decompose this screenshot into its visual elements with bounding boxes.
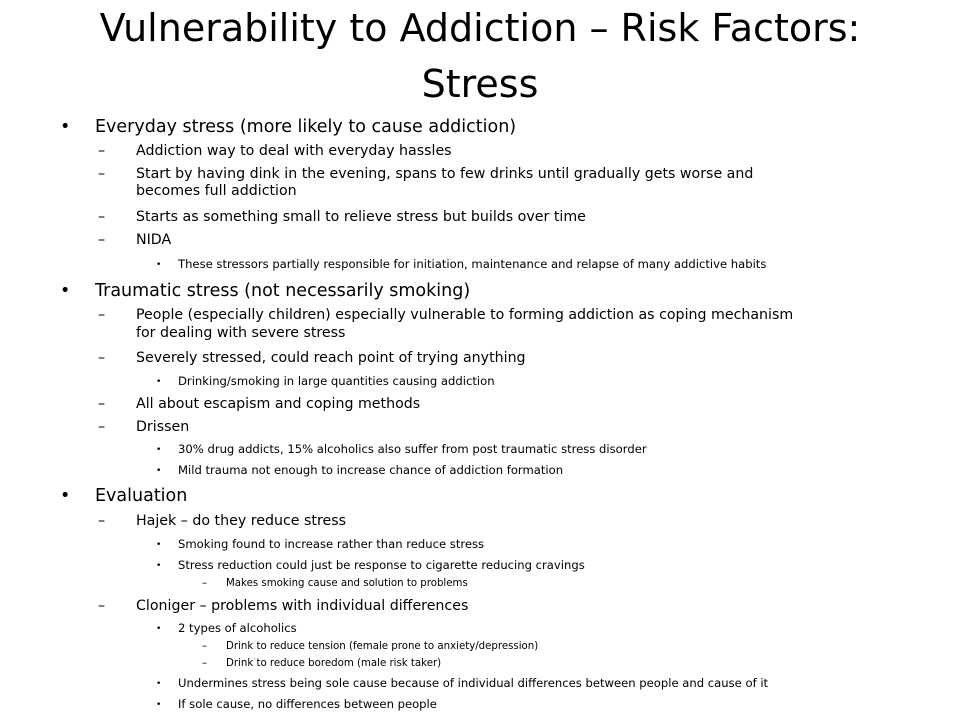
bullet-level-3 — [156, 621, 297, 635]
bullet-dash-icon: – — [202, 641, 208, 652]
bullet-dot-icon: • — [156, 445, 162, 455]
slide-title-line-2: Stress — [421, 62, 539, 106]
bullet-level-2 — [98, 307, 794, 323]
bullet-text: Mild trauma not enough to increase chance of addiction formation — [178, 463, 564, 477]
bullet-dot-icon: • — [156, 466, 162, 476]
bullet-level-3 — [156, 442, 647, 456]
bullet-dash-icon: – — [98, 513, 106, 529]
bullet-level-2 — [98, 598, 469, 614]
bullet-text: 2 types of alcoholics — [178, 621, 297, 635]
bullet-level-1 — [60, 281, 471, 301]
bullet-dash-icon: – — [98, 143, 106, 159]
bullet-dot-icon: • — [156, 377, 162, 387]
bullet-continuation — [136, 325, 345, 341]
bullet-level-3 — [156, 463, 564, 477]
bullet-level-2 — [98, 396, 421, 412]
bullet-level-4 — [202, 641, 539, 653]
bullet-text: Smoking found to increase rather than reduce stress — [178, 537, 485, 551]
bullet-text: for dealing with severe stress — [136, 325, 346, 341]
bullet-continuation — [136, 183, 297, 199]
bullet-text: All about escapism and coping methods — [136, 396, 421, 412]
bullet-text: Stress reduction could just be response to cigarette reducing cravings — [178, 558, 585, 572]
bullet-text: Start by having dink in the evening, spans to few drinks until gradually gets worse and — [136, 166, 754, 182]
bullet-text: Traumatic stress (not necessarily smoking) — [95, 281, 471, 301]
bullet-dash-icon: – — [202, 658, 208, 669]
bullet-text: Hajek – do they reduce stress — [136, 513, 347, 529]
bullet-dash-icon: – — [98, 166, 106, 182]
bullet-text: Starts as something small to relieve stress but builds over time — [136, 209, 586, 225]
bullet-text: Evaluation — [95, 486, 188, 506]
bullet-text: If sole cause, no differences between people — [178, 697, 437, 711]
bullet-level-3 — [156, 374, 495, 388]
bullet-dot-icon: • — [156, 624, 162, 634]
bullet-level-3 — [156, 697, 437, 711]
bullet-text: Makes smoking cause and solution to problems — [226, 578, 468, 589]
bullet-level-2 — [98, 232, 172, 248]
bullet-text: Drink to reduce tension (female prone to anxiety/depression) — [226, 641, 539, 652]
bullet-text: Drissen — [136, 419, 190, 435]
bullet-dash-icon: – — [98, 598, 106, 614]
bullet-text: NIDA — [136, 232, 172, 248]
bullet-level-2 — [98, 419, 190, 435]
bullet-level-3 — [156, 537, 485, 551]
bullet-level-2 — [98, 143, 452, 159]
bullet-dot-icon: • — [156, 700, 162, 710]
bullet-level-2 — [98, 350, 526, 366]
bullet-level-3 — [156, 558, 585, 572]
bullet-level-4 — [202, 578, 468, 590]
bullet-dot-icon: • — [60, 486, 71, 506]
bullet-text: Severely stressed, could reach point of trying anything — [136, 350, 526, 366]
bullet-dash-icon: – — [98, 232, 106, 248]
bullet-dot-icon: • — [60, 281, 71, 301]
bullet-dash-icon: – — [98, 350, 106, 366]
bullet-text: becomes full addiction — [136, 183, 297, 199]
bullet-level-4 — [202, 658, 442, 670]
bullet-dash-icon: – — [98, 307, 106, 323]
bullet-text: 30% drug addicts, 15% alcoholics also suffer from post traumatic stress disorder — [178, 442, 647, 456]
bullet-dot-icon: • — [156, 260, 162, 270]
bullet-text: Drink to reduce boredom (male risk taker) — [226, 658, 442, 669]
bullet-level-1 — [60, 486, 188, 506]
bullet-level-3 — [156, 676, 769, 690]
bullet-text: Drinking/smoking in large quantities causing addiction — [178, 374, 495, 388]
bullet-dot-icon: • — [156, 561, 162, 571]
bullet-level-2 — [98, 166, 754, 182]
bullet-dash-icon: – — [98, 209, 106, 225]
bullet-text: People (especially children) especially vulnerable to forming addiction as coping mechanism — [136, 307, 794, 323]
bullet-dash-icon: – — [98, 419, 106, 435]
bullet-dot-icon: • — [60, 117, 71, 137]
bullet-text: Addiction way to deal with everyday hassles — [136, 143, 452, 159]
bullet-dot-icon: • — [156, 540, 162, 550]
bullet-text: Undermines stress being sole cause because of individual differences between people and cause of it — [178, 676, 769, 690]
bullet-dot-icon: • — [156, 679, 162, 689]
bullet-text: Everyday stress (more likely to cause addiction) — [95, 117, 517, 137]
bullet-level-2 — [98, 513, 347, 529]
bullet-text: These stressors partially responsible for initiation, maintenance and relapse of many addictive habits — [178, 257, 767, 271]
slide-title-line-1: Vulnerability to Addiction – Risk Factors: — [99, 6, 861, 50]
bullet-level-1 — [60, 117, 517, 137]
bullet-level-2 — [98, 209, 586, 225]
bullet-level-3 — [156, 257, 767, 271]
bullet-dash-icon: – — [202, 578, 208, 589]
bullet-text: Cloniger – problems with individual differences — [136, 598, 469, 614]
bullet-dash-icon: – — [98, 396, 106, 412]
